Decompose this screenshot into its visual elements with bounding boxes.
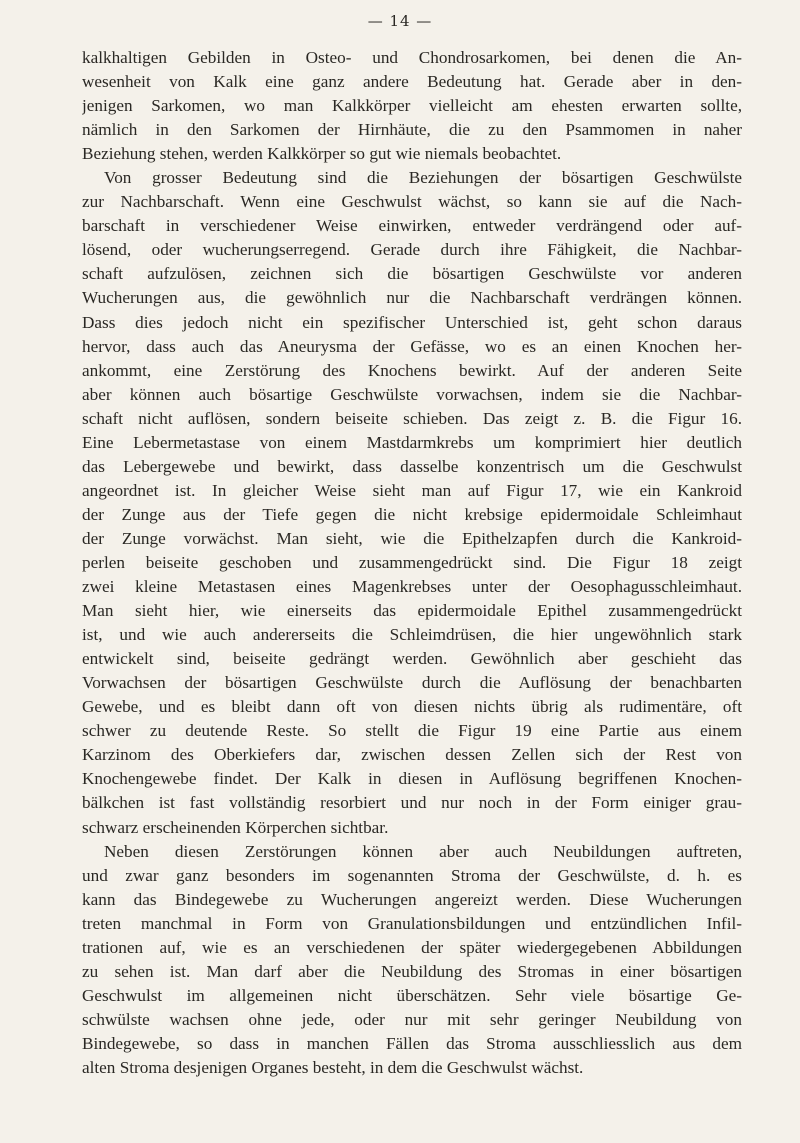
text-line: Wucherungen aus, die gewöhnlich nur die Nachbarschaft verdrängen können. — [82, 288, 742, 308]
text-line: schaft nicht auflösen, sondern beiseite schieben. Das zeigt z. B. die Figur 16. — [82, 408, 742, 428]
body-text — [82, 46, 742, 1080]
text-line: ankommt, eine Zerstörung des Knochens bewirkt. Auf der anderen Seite — [82, 360, 742, 380]
text-line: das Lebergewebe und bewirkt, dass dasselbe konzentrisch um die Geschwulst — [82, 456, 742, 476]
text-line: Neben diesen Zerstörungen können aber auch Neubildungen auftreten, — [104, 841, 742, 861]
text-line: Man sieht hier, wie einerseits das epidermoidale Epithel zusammengedrückt — [82, 601, 742, 621]
text-line: entwickelt sind, beiseite gedrängt werden. Gewöhnlich aber geschieht das — [82, 649, 742, 669]
text-line: der Zunge aus der Tiefe gegen die nicht krebsige epidermoidale Schleimhaut — [82, 504, 742, 524]
text-line: Knochengewebe findet. Der Kalk in diesen in Auflösung begriffenen Knochen- — [82, 769, 742, 789]
text-line: der Zunge vorwächst. Man sieht, wie die Epithelzapfen durch die Kankroid- — [82, 528, 742, 548]
text-line: barschaft in verschiedener Weise einwirken, entweder verdrängend oder auf- — [82, 216, 742, 236]
text-line: schaft aufzulösen, zeichnen sich die bösartigen Geschwülste vor anderen — [82, 264, 742, 284]
text-line: nämlich in den Sarkomen der Hirnhäute, die zu den Psammomen in naher — [82, 120, 742, 140]
text-line: ist, und wie auch andererseits die Schleimdrüsen, die hier ungewöhnlich stark — [82, 625, 742, 645]
text-line: lösend, oder wucherungserregend. Gerade durch ihre Fähigkeit, die Nachbar- — [82, 240, 742, 260]
text-line: trationen auf, wie es an verschiedenen der später wiedergegebenen Abbildungen — [82, 937, 742, 957]
text-line: zu sehen ist. Man darf aber die Neubildung des Stromas in einer bösartigen — [82, 961, 742, 981]
text-line: perlen beiseite geschoben und zusammengedrückt sind. Die Figur 18 zeigt — [82, 552, 742, 572]
text-line: und zwar ganz besonders im sogenannten Stroma der Geschwülste, d. h. es — [82, 865, 742, 885]
text-line: bälkchen ist fast vollständig resorbiert und nur noch in der Form einiger grau- — [82, 793, 742, 813]
text-line: Bindegewebe, so dass in manchen Fällen das Stroma ausschliesslich aus dem — [82, 1033, 742, 1053]
text-line: Beziehung stehen, werden Kalkkörper so gut wie niemals beobachtet. — [82, 144, 562, 164]
text-line: schwülste wachsen ohne jede, oder nur mit sehr geringer Neubildung von — [82, 1009, 742, 1029]
text-line: jenigen Sarkomen, wo man Kalkkörper vielleicht am ehesten erwarten sollte, — [82, 96, 742, 116]
text-line: Eine Lebermetastase von einem Mastdarmkrebs um komprimiert hier deutlich — [82, 432, 742, 452]
text-line: Von grosser Bedeutung sind die Beziehungen der bösartigen Geschwülste — [104, 168, 742, 188]
text-line: kalkhaltigen Gebilden in Osteo- und Chondrosarkomen, bei denen die An- — [82, 48, 742, 67]
text-line: schwarz erscheinenden Körperchen sichtbar. — [82, 817, 389, 837]
paragraph — [82, 46, 742, 166]
text-line: zwei kleine Metastasen eines Magenkrebses unter der Oesophagusschleimhaut. — [82, 577, 742, 597]
text-line: kann das Bindegewebe zu Wucherungen angereizt werden. Diese Wucherungen — [82, 889, 742, 909]
page-number: — 14 — — [367, 12, 433, 30]
text-line: alten Stroma desjenigen Organes besteht, in dem die Geschwulst wächst. — [82, 1057, 584, 1077]
text-line: wesenheit von Kalk eine ganz andere Bedeutung hat. Gerade aber in den- — [82, 72, 742, 92]
text-line: Geschwulst im allgemeinen nicht überschätzen. Sehr viele bösartige Ge- — [82, 985, 742, 1005]
text-line: Vorwachsen der bösartigen Geschwülste durch die Auflösung der benachbarten — [82, 673, 742, 693]
text-line: aber können auch bösartige Geschwülste vorwachsen, indem sie die Nachbar- — [82, 384, 742, 404]
text-line: schwer zu deutende Reste. So stellt die Figur 19 eine Partie aus einem — [82, 721, 742, 741]
text-line: treten manchmal in Form von Granulationsbildungen und entzündlichen Infil- — [82, 913, 742, 933]
paragraph — [82, 840, 742, 1080]
text-line: angeordnet ist. In gleicher Weise sieht man auf Figur 17, wie ein Kankroid — [82, 480, 742, 500]
text-line: Karzinom des Oberkiefers dar, zwischen dessen Zellen sich der Rest von — [82, 745, 742, 765]
text-line: Dass dies jedoch nicht ein spezifischer Unterschied ist, geht schon daraus — [82, 312, 742, 332]
text-line: hervor, dass auch das Aneurysma der Gefässe, wo es an einen Knochen her- — [82, 336, 742, 356]
text-line: zur Nachbarschaft. Wenn eine Geschwulst wächst, so kann sie auf die Nach- — [82, 192, 742, 212]
paragraph — [82, 166, 742, 839]
text-line: Gewebe, und es bleibt dann oft von diesen nichts übrig als rudimentäre, oft — [82, 697, 742, 717]
